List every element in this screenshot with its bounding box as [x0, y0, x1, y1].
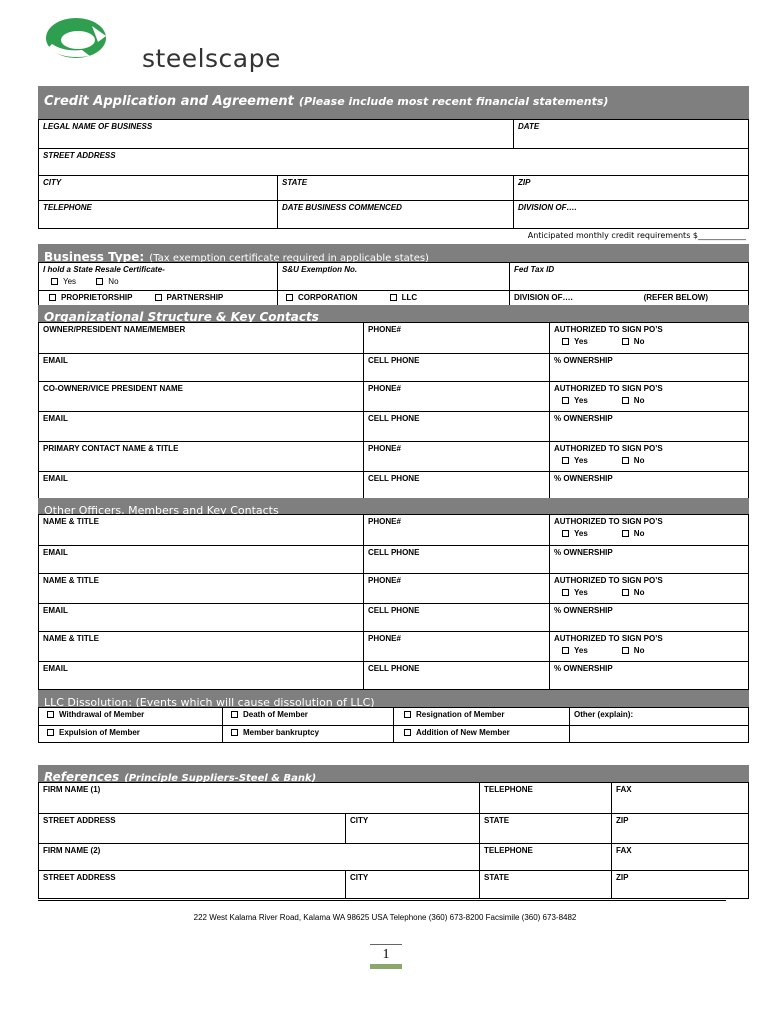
org-name-label: CO-OWNER/VICE PRESIDENT NAME [43, 384, 184, 393]
org-auth-no-label: No [633, 456, 645, 465]
partnership-label: PARTNERSHIP [166, 293, 224, 302]
business-type-subtitle: (Tax exemption certificate required in applicable states) [149, 253, 429, 264]
entity-type-left-cell [39, 291, 277, 305]
officer-ownership-field-1[interactable] [549, 604, 748, 631]
proprietorship-label: PROPRIETORSHIP [61, 293, 133, 302]
org-auth-label: AUTHORIZED TO SIGN PO’S [554, 444, 663, 453]
firm1-street-field[interactable] [39, 814, 345, 843]
org-auth-label: AUTHORIZED TO SIGN PO’S [554, 325, 663, 334]
org-cell-label: CELL PHONE [368, 474, 420, 483]
firm2-name-label: FIRM NAME (2) [43, 846, 101, 855]
entity-division-label: DIVISION OF…. [514, 293, 573, 302]
expulsion-label: Expulsion of Member [59, 728, 140, 737]
company-logo [42, 14, 281, 76]
firm2-city-label: CITY [350, 873, 369, 882]
street-address-field[interactable] [39, 149, 748, 175]
org-phone-label: PHONE# [368, 444, 401, 453]
legal-name-label: LEGAL NAME OF BUSINESS [43, 122, 153, 131]
page-number: 1 [370, 944, 402, 963]
officer-phone-field-1[interactable] [363, 574, 549, 603]
other-explain-label: Other (explain): [574, 710, 634, 719]
firm1-telephone-label: TELEPHONE [484, 785, 533, 794]
death-label: Death of Member [243, 710, 308, 719]
firm2-fax-field[interactable] [611, 844, 748, 870]
officer-auth-cell-2 [549, 632, 748, 661]
org-email-label: EMAIL [43, 474, 68, 483]
officer-auth-yes-checkbox[interactable] [562, 647, 569, 654]
other-officers-table [38, 514, 749, 690]
org-ownership-field-0[interactable] [549, 354, 748, 381]
officer-phone-label: PHONE# [368, 517, 401, 526]
org-auth-no-checkbox[interactable] [622, 397, 629, 404]
page-title: Credit Application and Agreement [44, 94, 294, 109]
officer-auth-no-checkbox[interactable] [622, 530, 629, 537]
org-auth-label: AUTHORIZED TO SIGN PO’S [554, 384, 663, 393]
org-name-field-0[interactable] [39, 323, 363, 353]
llc-dissolution-title: LLC Dissolution: (Events which will cause dissolution of LLC) [44, 696, 375, 709]
general-info-table [38, 119, 749, 229]
firm2-street-label: STREET ADDRESS [43, 873, 116, 882]
org-auth-no-label: No [633, 396, 645, 405]
officer-cell-label: CELL PHONE [368, 606, 420, 615]
org-phone-label: PHONE# [368, 384, 401, 393]
zip-field[interactable] [513, 176, 748, 200]
officer-name-label: NAME & TITLE [43, 634, 99, 643]
officer-auth-label: AUTHORIZED TO SIGN PO’S [554, 576, 663, 585]
org-cell-label: CELL PHONE [368, 356, 420, 365]
withdrawal-label: Withdrawal of Member [59, 710, 145, 719]
org-cell-label: CELL PHONE [368, 414, 420, 423]
resale-yes-checkbox[interactable] [51, 278, 58, 285]
org-structure-title: Organizational Structure & Key Contacts [44, 310, 319, 324]
telephone-field[interactable] [39, 201, 277, 228]
officer-name-label: NAME & TITLE [43, 576, 99, 585]
corporation-label: CORPORATION [298, 293, 358, 302]
org-email-field-2[interactable] [39, 472, 363, 499]
expulsion-cell [39, 726, 222, 742]
officer-ownership-field-2[interactable] [549, 662, 748, 689]
state-label: STATE [282, 178, 308, 187]
firm1-state-field[interactable] [479, 814, 611, 843]
llc-checkbox[interactable] [390, 294, 397, 301]
org-ownership-field-2[interactable] [549, 472, 748, 499]
references-table [38, 782, 749, 899]
partnership-checkbox[interactable] [155, 294, 162, 301]
addition-label: Addition of New Member [416, 728, 510, 737]
legal-name-field[interactable] [39, 120, 513, 148]
org-auth-yes-label: Yes [574, 396, 588, 405]
officer-auth-yes-label: Yes [574, 529, 588, 538]
org-auth-yes-checkbox[interactable] [562, 338, 569, 345]
org-ownership-label: % OWNERSHIP [554, 414, 613, 423]
page-subtitle: (Please include most recent financial statements) [298, 95, 609, 108]
resale-no-label: No [108, 277, 119, 286]
firm2-city-field[interactable] [345, 871, 479, 898]
org-ownership-field-1[interactable] [549, 412, 748, 441]
firm1-state-label: STATE [484, 816, 510, 825]
date-label: DATE [518, 122, 540, 131]
death-checkbox[interactable] [231, 711, 238, 718]
officer-phone-field-2[interactable] [363, 632, 549, 661]
firm1-name-label: FIRM NAME (1) [43, 785, 101, 794]
org-cell-field-2[interactable] [363, 472, 549, 499]
officer-auth-no-label: No [633, 646, 645, 655]
officer-phone-field-0[interactable] [363, 515, 549, 545]
refer-below-label: (REFER BELOW) [643, 293, 708, 302]
officer-name-field-0[interactable] [39, 515, 363, 545]
org-name-label: PRIMARY CONTACT NAME & TITLE [43, 444, 179, 453]
firm2-telephone-label: TELEPHONE [484, 846, 533, 855]
org-cell-field-1[interactable] [363, 412, 549, 441]
death-cell [222, 708, 393, 725]
officer-cell-field-0[interactable] [363, 546, 549, 573]
officer-auth-cell-0 [549, 515, 748, 545]
officer-auth-label: AUTHORIZED TO SIGN PO’S [554, 517, 663, 526]
llc-dissolution-table [38, 707, 749, 743]
anticipated-credit-label[interactable]: Anticipated monthly credit requirements $____________ [527, 231, 746, 240]
addition-cell [393, 726, 569, 742]
officer-phone-label: PHONE# [368, 576, 401, 585]
officer-ownership-field-0[interactable] [549, 546, 748, 573]
business-type-title: Business Type: [44, 250, 145, 264]
state-field[interactable] [277, 176, 513, 200]
officer-phone-label: PHONE# [368, 634, 401, 643]
org-structure-bar [38, 305, 749, 322]
org-phone-field-0[interactable] [363, 323, 549, 353]
footer-divider [38, 900, 726, 901]
llc-label: LLC [401, 293, 418, 302]
firm2-zip-label: ZIP [616, 873, 629, 882]
org-phone-field-2[interactable] [363, 442, 549, 471]
officer-ownership-label: % OWNERSHIP [554, 664, 613, 673]
officer-auth-yes-checkbox[interactable] [562, 589, 569, 596]
org-phone-field-1[interactable] [363, 382, 549, 411]
firm1-city-label: CITY [350, 816, 369, 825]
other-officers-bar [38, 498, 749, 517]
org-auth-no-label: No [633, 337, 645, 346]
org-auth-no-checkbox[interactable] [622, 338, 629, 345]
expulsion-checkbox[interactable] [47, 729, 54, 736]
bankruptcy-cell [222, 726, 393, 742]
page-number-accent [370, 964, 402, 969]
org-auth-yes-label: Yes [574, 337, 588, 346]
entity-division-cell[interactable] [509, 291, 748, 305]
firm1-fax-label: FAX [616, 785, 632, 794]
org-ownership-label: % OWNERSHIP [554, 356, 613, 365]
withdrawal-checkbox[interactable] [47, 711, 54, 718]
officer-auth-cell-1 [549, 574, 748, 603]
org-name-field-1[interactable] [39, 382, 363, 411]
org-structure-table [38, 322, 749, 500]
officer-auth-yes-label: Yes [574, 588, 588, 597]
officer-auth-yes-checkbox[interactable] [562, 530, 569, 537]
addition-checkbox[interactable] [404, 729, 411, 736]
officer-email-label: EMAIL [43, 548, 68, 557]
resale-certificate-cell [39, 263, 277, 290]
logo-text: steelscape [142, 44, 281, 73]
division-label: DIVISION OF…. [518, 203, 577, 212]
business-type-table [38, 262, 749, 306]
su-exemption-field[interactable] [277, 263, 509, 290]
officer-name-field-2[interactable] [39, 632, 363, 661]
officer-auth-no-label: No [633, 529, 645, 538]
officer-name-field-1[interactable] [39, 574, 363, 603]
org-auth-cell-0 [549, 323, 748, 353]
officer-email-field-0[interactable] [39, 546, 363, 573]
credit-application-title-bar [38, 86, 749, 119]
resignation-checkbox[interactable] [404, 711, 411, 718]
officer-name-label: NAME & TITLE [43, 517, 99, 526]
references-subtitle: (Principle Suppliers-Steel & Bank) [124, 773, 317, 784]
bankruptcy-checkbox[interactable] [231, 729, 238, 736]
business-type-bar [38, 244, 749, 262]
officer-auth-no-checkbox[interactable] [622, 589, 629, 596]
officer-email-label: EMAIL [43, 664, 68, 673]
org-auth-yes-checkbox[interactable] [562, 397, 569, 404]
su-exemption-label: S&U Exemption No. [282, 265, 358, 274]
officer-ownership-label: % OWNERSHIP [554, 606, 613, 615]
withdrawal-cell [39, 708, 222, 725]
org-cell-field-0[interactable] [363, 354, 549, 381]
org-name-field-2[interactable] [39, 442, 363, 471]
fed-tax-id-label: Fed Tax ID [514, 265, 555, 274]
org-auth-yes-label: Yes [574, 456, 588, 465]
officer-email-label: EMAIL [43, 606, 68, 615]
date-field[interactable] [513, 120, 748, 148]
fed-tax-id-field[interactable] [509, 263, 748, 290]
street-address-label: STREET ADDRESS [43, 151, 116, 160]
officer-auth-no-checkbox[interactable] [622, 647, 629, 654]
officer-cell-label: CELL PHONE [368, 548, 420, 557]
org-auth-yes-checkbox[interactable] [562, 457, 569, 464]
corporation-checkbox[interactable] [286, 294, 293, 301]
firm2-telephone-field[interactable] [479, 844, 611, 870]
other-officers-title: Other Officers, Members and Key Contacts [44, 504, 279, 517]
firm1-street-label: STREET ADDRESS [43, 816, 116, 825]
firm1-city-field[interactable] [345, 814, 479, 843]
org-email-field-0[interactable] [39, 354, 363, 381]
references-bar [38, 765, 749, 782]
resignation-cell [393, 708, 569, 725]
officer-cell-field-1[interactable] [363, 604, 549, 631]
firm2-state-field[interactable] [479, 871, 611, 898]
date-commenced-label: DATE BUSINESS COMMENCED [282, 203, 402, 212]
firm2-zip-field[interactable] [611, 871, 748, 898]
firm1-zip-field[interactable] [611, 814, 748, 843]
city-label: CITY [43, 178, 62, 187]
references-title: References [44, 770, 120, 784]
firm2-state-label: STATE [484, 873, 510, 882]
logo-mark-icon [42, 14, 132, 76]
org-auth-no-checkbox[interactable] [622, 457, 629, 464]
firm1-name-field[interactable] [39, 783, 479, 813]
officer-auth-yes-label: Yes [574, 646, 588, 655]
division-field[interactable] [513, 201, 748, 228]
officer-auth-no-label: No [633, 588, 645, 597]
llc-dissolution-bar [38, 690, 749, 707]
firm1-fax-field[interactable] [611, 783, 748, 813]
officer-ownership-label: % OWNERSHIP [554, 548, 613, 557]
zip-label: ZIP [518, 178, 531, 187]
resale-certificate-label: I hold a State Resale Certificate- [43, 265, 165, 274]
resale-yes-label: Yes [63, 277, 77, 286]
city-field[interactable] [39, 176, 277, 200]
officer-email-field-1[interactable] [39, 604, 363, 631]
firm1-zip-label: ZIP [616, 816, 629, 825]
entity-type-mid-cell [277, 291, 509, 305]
proprietorship-checkbox[interactable] [49, 294, 56, 301]
date-commenced-field[interactable] [277, 201, 513, 228]
firm2-street-field[interactable] [39, 871, 345, 898]
firm2-fax-label: FAX [616, 846, 632, 855]
officer-email-field-2[interactable] [39, 662, 363, 689]
resale-no-checkbox[interactable] [96, 278, 103, 285]
org-email-label: EMAIL [43, 414, 68, 423]
firm1-telephone-field[interactable] [479, 783, 611, 813]
footer-address: 222 West Kalama River Road, Kalama WA 98625 USA Telephone (360) 673-8200 Facsimile (360) 673-8482 [193, 913, 577, 922]
org-ownership-label: % OWNERSHIP [554, 474, 613, 483]
officer-cell-label: CELL PHONE [368, 664, 420, 673]
org-email-field-1[interactable] [39, 412, 363, 441]
bankruptcy-label: Member bankruptcy [243, 728, 320, 737]
firm2-name-field[interactable] [39, 844, 479, 870]
org-auth-cell-2 [549, 442, 748, 471]
telephone-label: TELEPHONE [43, 203, 92, 212]
org-phone-label: PHONE# [368, 325, 401, 334]
org-email-label: EMAIL [43, 356, 68, 365]
org-name-label: OWNER/PRESIDENT NAME/MEMBER [43, 325, 186, 334]
resignation-label: Resignation of Member [416, 710, 505, 719]
org-auth-cell-1 [549, 382, 748, 411]
officer-auth-label: AUTHORIZED TO SIGN PO’S [554, 634, 663, 643]
officer-cell-field-2[interactable] [363, 662, 549, 689]
